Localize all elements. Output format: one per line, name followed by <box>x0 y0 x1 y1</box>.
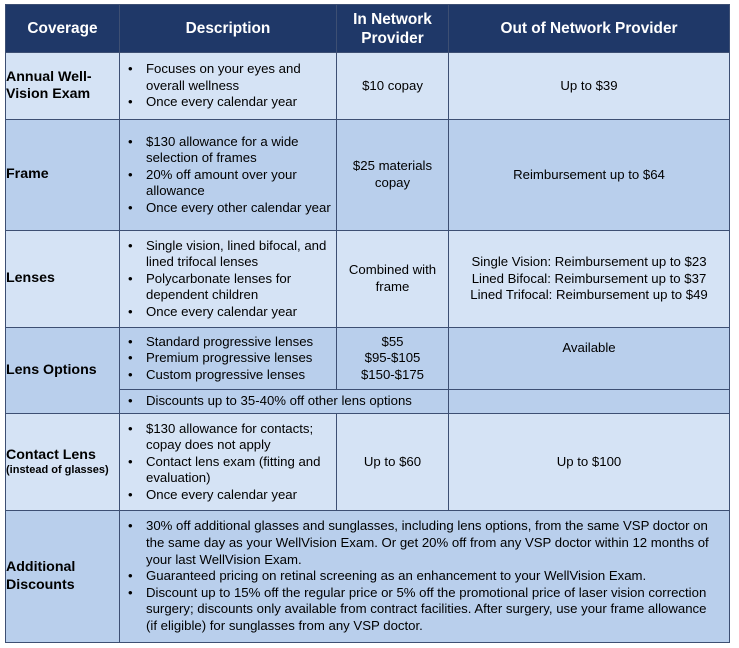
coverage-contact-note: (instead of glasses) <box>6 464 109 476</box>
out-network-single-vision: Single Vision: Reimbursement up to $23 <box>471 254 707 270</box>
header-in-network: In Network Provider <box>337 5 449 53</box>
out-network-lenses <box>449 231 730 328</box>
coverage-contact <box>6 414 120 511</box>
description-lenses <box>120 231 337 328</box>
list-item: • Custom progressive lenses <box>146 367 336 384</box>
price-standard: $55 <box>381 333 404 349</box>
table-row-lens-options <box>6 328 730 390</box>
in-network-frame: $25 materials copay <box>337 120 449 231</box>
in-network-exam: $10 copay <box>337 53 449 120</box>
list-item: • Single vision, lined bifocal, and lined trifocal lenses <box>146 238 336 271</box>
list-item: • $130 allowance for contacts; copay does not apply <box>146 421 336 454</box>
description-additional <box>120 511 730 643</box>
coverage-exam: Annual Well-Vision Exam <box>6 53 120 120</box>
out-network-contact: Up to $100 <box>449 414 730 511</box>
table-row-additional <box>6 511 730 643</box>
list-item: • Discount up to 15% off the regular price or 5% off the promotional price of laser vision correction surgery; discounts only available from contract facilities. After surgery, use your frame allowance (if eligible) for sunglasses from any VSP doctor. <box>146 585 721 635</box>
out-network-lens-discount-empty <box>449 390 730 414</box>
list-item: • Once every calendar year <box>146 94 336 111</box>
list-item: • Once every calendar year <box>146 304 336 321</box>
out-network-lined-bifocal: Lined Bifocal: Reimbursement up to $37 <box>471 270 707 286</box>
in-network-contact: Up to $60 <box>337 414 449 511</box>
coverage-frame: Frame <box>6 120 120 231</box>
list-item: • Contact lens exam (fitting and evaluation) <box>146 454 336 487</box>
list-item: • Guaranteed pricing on retinal screening as an enhancement to your WellVision Exam. <box>146 568 721 585</box>
table-row-frame <box>6 120 730 231</box>
header-coverage: Coverage <box>6 5 120 53</box>
price-custom: $150-$175 <box>360 366 425 382</box>
vision-benefits-table <box>5 4 730 643</box>
description-contact <box>120 414 337 511</box>
description-lens-options <box>120 328 337 390</box>
coverage-additional: Additional Discounts <box>6 511 120 643</box>
coverage-lenses: Lenses <box>6 231 120 328</box>
description-frame <box>120 120 337 231</box>
table-row-contact <box>6 414 730 511</box>
out-network-frame: Reimbursement up to $64 <box>449 120 730 231</box>
list-item: • 30% off additional glasses and sunglasses, including lens options, from the same VSP doctor on the same day as your WellVision Exam. Or get 20% off from any VSP doctor within 12 months of your last WellVision Exam. <box>146 518 721 568</box>
list-item: • 20% off amount over your allowance <box>146 167 336 200</box>
list-item: • Discounts up to 35-40% off other lens options <box>146 393 448 410</box>
list-item: • Once every calendar year <box>146 487 336 504</box>
coverage-lens-options: Lens Options <box>6 328 120 414</box>
table-row-lenses <box>6 231 730 328</box>
description-lens-discount <box>120 390 449 414</box>
description-exam <box>120 53 337 120</box>
header-row <box>6 5 730 53</box>
out-network-lens-options: Available <box>449 328 730 390</box>
list-item: • Polycarbonate lenses for dependent children <box>146 271 336 304</box>
list-item: • Premium progressive lenses <box>146 350 336 367</box>
table-row-exam <box>6 53 730 120</box>
list-item: • Once every other calendar year <box>146 200 336 217</box>
price-premium: $95-$105 <box>364 350 421 366</box>
in-network-lenses: Combined with frame <box>337 231 449 328</box>
coverage-contact-label: Contact Lens <box>6 446 96 463</box>
list-item: • Focuses on your eyes and overall wellness <box>146 61 336 94</box>
list-item: • $130 allowance for a wide selection of frames <box>146 134 336 167</box>
list-item: • Standard progressive lenses <box>146 334 336 351</box>
in-network-lens-options <box>337 328 449 390</box>
header-description: Description <box>120 5 337 53</box>
out-network-lined-trifocal: Lined Trifocal: Reimbursement up to $49 <box>470 287 708 303</box>
header-out-network: Out of Network Provider <box>449 5 730 53</box>
out-network-exam: Up to $39 <box>449 53 730 120</box>
